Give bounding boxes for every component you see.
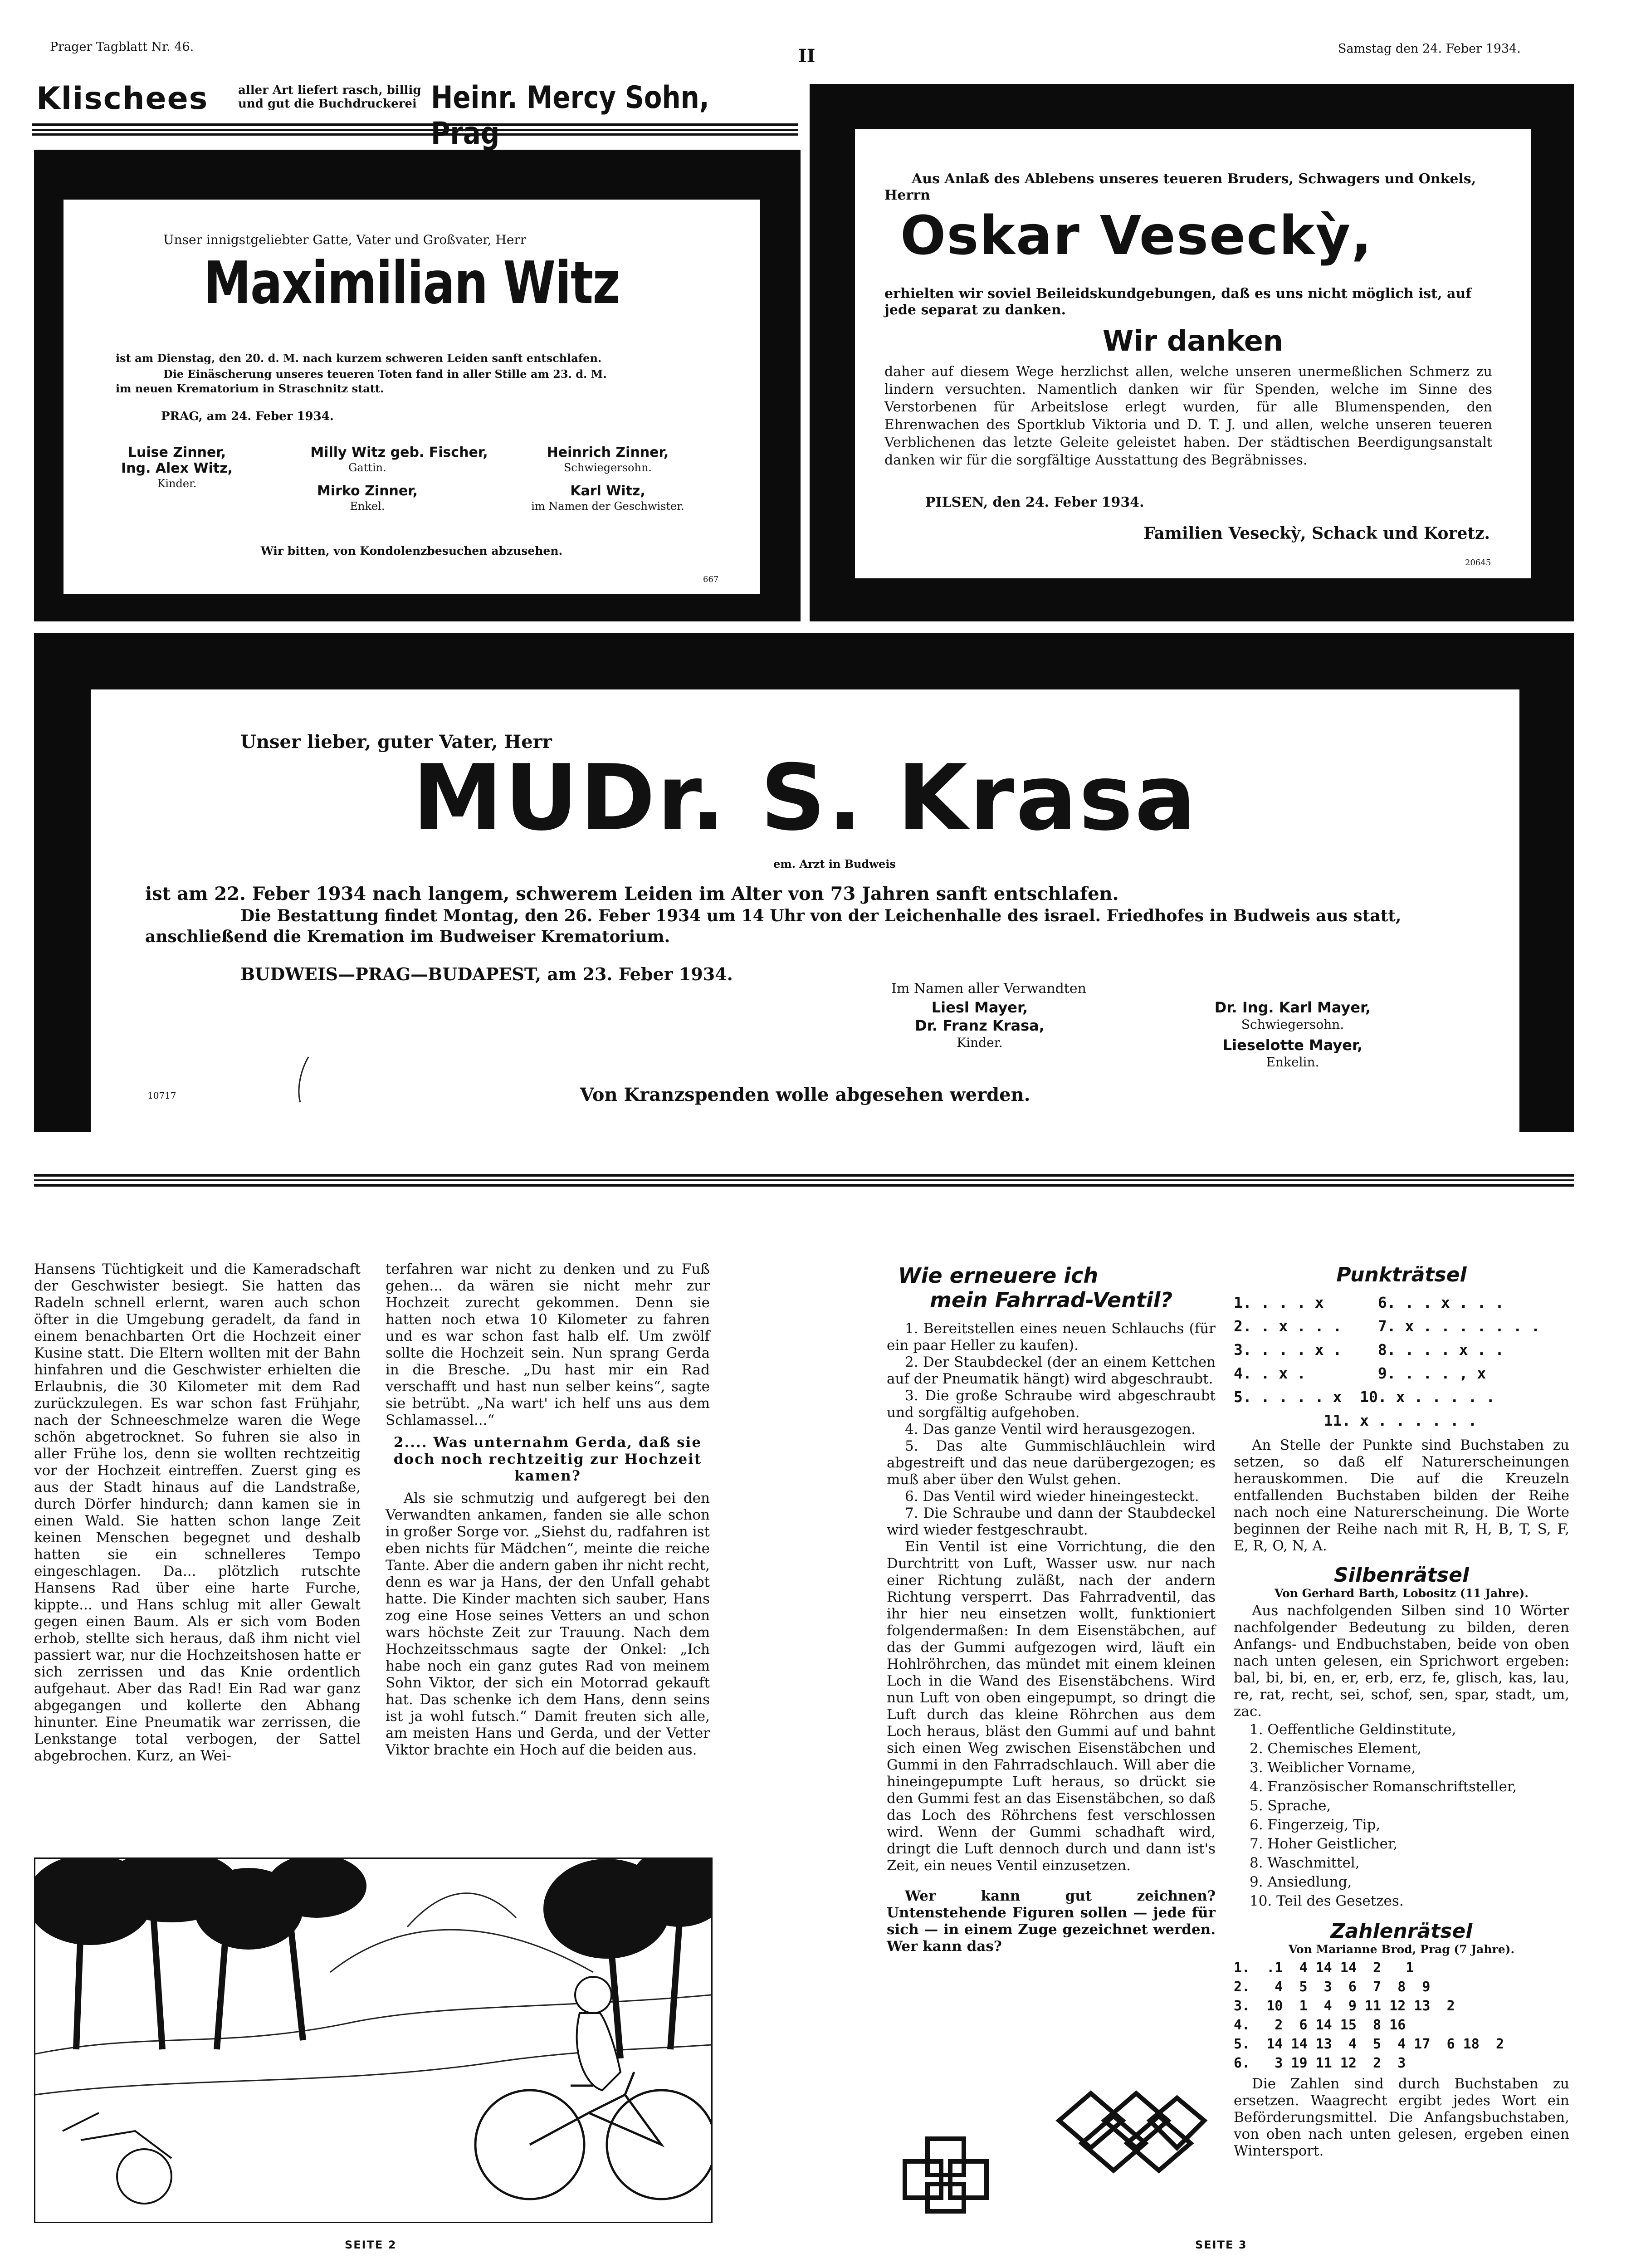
- zahlen-body: [1234, 2076, 1569, 2160]
- krasa-line-1: ist am 22. Feber 1934 nach langem, schwerem Leiden im Alter von 73 Jahren sanft entschlafen.: [145, 883, 1119, 904]
- story-column-2: [386, 1261, 710, 1759]
- krasa-left-name2: Dr. Franz Krasa,: [915, 1017, 1045, 1034]
- vesecky-place-date: PILSEN, den 24. Feber 1934.: [925, 494, 1144, 510]
- punkt-title: Punkträtsel: [1336, 1263, 1467, 1286]
- witz-col3-role2: im Namen der Geschwister.: [531, 500, 684, 513]
- silben-text: Aus nachfolgenden Silben sind 10 Wörter nachfolgender Bedeutung zu bilden, deren Anfangs- und Endbuchstaben, beide von oben nach unten gelesen, ein Sprichwort ergeben: bal, bi, bi, en, er, erb, erz, fe, glisch, kas, lau, re, rat, recht, sei, schof, sen, spar, stadt, um, zac.: [1234, 1603, 1569, 1720]
- section-rule-1: [34, 1174, 1574, 1177]
- witz-col1-role: Kinder.: [157, 477, 197, 490]
- zahlen-title: Zahlenrätsel: [1330, 1920, 1473, 1943]
- zahlen-row-1: 1. .1 4 14 14 2 1: [1234, 1960, 1414, 1976]
- witz-col1-name1: Luise Zinner,: [127, 445, 226, 460]
- krasa-left-role: Kinder.: [957, 1035, 1003, 1050]
- witz-col3-role1: Schwiegersohn.: [563, 461, 652, 474]
- ventil-step-7: 7. Die Schraube und dann der Staubdeckel wird wieder festgeschraubt.: [887, 1505, 1216, 1538]
- notice-vesecky: [855, 129, 1531, 578]
- ventil-title-2: mein Fahrrad-Ventil?: [930, 1288, 1173, 1312]
- zahlen-row-3: 3. 10 1 4 9 11 12 13 2: [1234, 1998, 1455, 2014]
- silben-item-4: 4. Französischer Romanschriftsteller,: [1250, 1779, 1517, 1795]
- krasa-line-2: Die Bestattung findet Montag, den 26. Feber 1934 um 14 Uhr von der Leichenhalle des israel. Friedhofes in Budweis aus statt,: [240, 906, 1402, 925]
- pen-stroke-mark: [295, 1055, 313, 1105]
- witz-col2-role1: Gattin.: [348, 461, 386, 474]
- ad-rule-3: [32, 133, 798, 136]
- section-rule-2: [34, 1179, 1574, 1181]
- zahlen-row-2: 2. 4 5 3 6 7 8 9: [1234, 1979, 1431, 1995]
- krasa-line-3: anschließend die Kremation im Budweiser Krematorium.: [145, 927, 670, 946]
- ventil-step-3: 3. Die große Schraube wird abgeschraubt und sorgfältig aufgehoben.: [887, 1388, 1216, 1421]
- silben-body: [1234, 1603, 1569, 1720]
- silben-item-5: 5. Sprache,: [1250, 1798, 1331, 1814]
- krasa-on-behalf: Im Namen aller Verwandten: [891, 981, 1086, 997]
- silben-item-6: 6. Fingerzeig, Tip,: [1250, 1817, 1381, 1833]
- vesecky-line-1: erhielten wir soviel Beileidskundgebungen, daß es uns nicht möglich ist, auf jede separat zu danken.: [884, 286, 1472, 318]
- running-head-page-number: II: [798, 45, 816, 67]
- vesecky-thanks: Wir danken: [1103, 324, 1283, 357]
- krasa-left-name1: Liesl Mayer,: [931, 999, 1028, 1016]
- section-rule-3: [34, 1184, 1574, 1187]
- silben-item-8: 8. Waschmittel,: [1250, 1855, 1360, 1871]
- punkt-row-1: 1. . . . x 6. . . x . . .: [1234, 1294, 1504, 1311]
- ventil-step-2: 2. Der Staubdeckel (der an einem Kettchen auf der Pneumatik hängt) wird abgeschraubt.: [887, 1354, 1216, 1387]
- cyclist-drawing: [35, 1859, 711, 2222]
- krasa-name: MUDr. S. Krasa: [412, 745, 1198, 851]
- story-col1-text: Hansens Tüchtigkeit und die Kameradschaft der Geschwister besiegt. Sie hatten das Radeln schnell erlernt, waren auch schon öfter in die Umgebung geradelt, da fand in einem benachbarten Ort die Hochzeit einer Kusine statt. Die Eltern wollten mit der Bahn hinfahren und die Geschwister erhielten die Erlaubnis, die 30 Kilometer mit dem Rad zurückzulegen. Es war schon fast Frühjahr, nach der Schneeschmelze waren die Wege schön abgetrocknet. So fuhren sie also in aller Frühe los, denn sie wollten rechtzeitig vor der Hochzeit eintreffen. Zuerst ging es aus der Stadt hinaus auf die Landstraße, durch Dörfer hindurch; dann kamen sie in einen Wald. Sie hatten schon lange Zeit keinen Menschen begegnet und deshalb hatten sie ein schnelleres Tempo eingeschlagen. Da... plötzlich rutschte Hansens Rad über eine harte Furche, kippte... und Hans schlug mit aller Gewalt gegen einen Baum. Als er sich vom Boden erhob, stellte sich heraus, daß ihm nicht viel passiert war, nur die Hochzeitshosen hatte er sich zerrissen und das Knie ordentlich aufgehaut. Aber das Rad! Ein Rad war ganz abgegangen und kollerte den Abhang hinunter. Eine Pneumatik war zerrissen, die Lenkstange total verbogen, der Sattel abgebrochen. Kurz, an Wei-: [34, 1261, 361, 1764]
- drawing-puzzle-figures: [896, 2084, 1213, 2220]
- punkt-text: An Stelle der Punkte sind Buchstaben zu setzen, so daß elf Naturerscheinungen herauskommen. Die auf die Kreuzeln entfallenden Buchstaben bilden der Reihe nach noch eine Naturerscheinung. Die Worte beginnen der Reihe nach mit R, H, B, T, S, F, E, R, O, N, A.: [1234, 1437, 1569, 1554]
- witz-line-3: im neuen Krematorium in Straschnitz statt.: [116, 382, 384, 395]
- witz-col3-name2: Karl Witz,: [570, 483, 645, 499]
- krasa-right-role1: Schwiegersohn.: [1241, 1017, 1344, 1032]
- story-question: 2.... Was unternahm Gerda, daß sie doch noch rechtzeitig zur Hochzeit kamen?: [393, 1434, 702, 1484]
- silben-item-7: 7. Hoher Geistlicher,: [1250, 1836, 1398, 1852]
- silben-author: Von Gerhard Barth, Lobositz (11 Jahre).: [1274, 1587, 1529, 1600]
- running-head-left: Prager Tagblatt Nr. 46.: [50, 40, 194, 54]
- ventil-steps: [887, 1320, 1216, 1955]
- krasa-right-role2: Enkelin.: [1266, 1055, 1319, 1070]
- zahlen-author: Von Marianne Brod, Prag (7 Jahre).: [1288, 1943, 1515, 1956]
- page-footer-left: SEITE 2: [345, 2239, 397, 2251]
- ad-small-line-1: aller Art liefert rasch, billig: [238, 83, 421, 97]
- witz-footer: Wir bitten, von Kondolenzbesuchen abzusehen.: [260, 544, 563, 557]
- witz-line-1: ist am Dienstag, den 20. d. M. nach kurzem schweren Leiden sanft entschlafen.: [116, 352, 602, 365]
- bicycle-illustration: [34, 1857, 713, 2223]
- vesecky-intro: Aus Anlaß des Ablebens unseres teueren Bruders, Schwagers und Onkels, Herrn: [884, 171, 1476, 203]
- witz-name: Maximilian Witz: [204, 249, 620, 317]
- ad-company: Heinr. Mercy Sohn,: [431, 80, 709, 116]
- running-head-right: Samstag den 24. Feber 1934.: [1338, 42, 1521, 56]
- witz-place-date: PRAG, am 24. Feber 1934.: [161, 410, 334, 423]
- page-footer-right: SEITE 3: [1195, 2239, 1247, 2251]
- witz-col1-name2: Ing. Alex Witz,: [121, 460, 233, 476]
- ventil-step-1: 1. Bereitstellen eines neuen Schlauchs (für ein paar Heller zu kaufen).: [887, 1320, 1216, 1354]
- krasa-right-name2: Lieselotte Mayer,: [1222, 1036, 1363, 1054]
- ad-small-line-2: und gut die Buchdruckerei: [238, 97, 417, 111]
- ad-rule-2: [32, 129, 798, 131]
- silben-title: Silbenrätsel: [1333, 1564, 1470, 1587]
- silben-item-10: 10. Teil des Gesetzes.: [1250, 1893, 1404, 1909]
- ventil-title-1: Wie erneuere ich: [898, 1263, 1099, 1288]
- punkt-raetsel: [1234, 1263, 1569, 2160]
- zahlen-row-5: 5. 14 14 13 4 5 4 17 6 18 2: [1234, 2036, 1504, 2052]
- punkt-row-3: 3. . . . x . 8. . . . x . .: [1234, 1341, 1504, 1359]
- ad-rule-1: [32, 123, 798, 126]
- krasa-footer: Von Kranzspenden wolle abgesehen werden.: [580, 1084, 1030, 1105]
- ad-brand: Klischees: [36, 81, 209, 117]
- vesecky-name: Oskar Veseckỳ,: [900, 204, 1373, 267]
- silben-item-1: 1. Oeffentliche Geldinstitute,: [1250, 1721, 1456, 1738]
- punkt-row-6: 11. x . . . . . .: [1234, 1412, 1477, 1429]
- ventil-step-6: 6. Das Ventil wird wieder hineingesteckt.: [905, 1488, 1199, 1505]
- vesecky-families: Familien Veseckỳ, Schack und Koretz.: [1143, 524, 1490, 543]
- silben-item-3: 3. Weiblicher Vorname,: [1250, 1760, 1416, 1776]
- silben-item-2: 2. Chemisches Element,: [1250, 1740, 1422, 1757]
- notice-witz: [63, 200, 760, 594]
- krasa-intro: Unser lieber, guter Vater, Herr: [240, 731, 552, 753]
- zahlen-text: Die Zahlen sind durch Buchstaben zu ersetzen. Waagrecht ergibt jedes Wort ein Beförderungsmittel. Die Anfangsbuchstaben, von oben nach unten gelesen, ergeben einen Wintersport.: [1234, 2076, 1569, 2159]
- ventil-step-5: 5. Das alte Gummischläuchlein wird abgestreift und das neue darübergezogen; es muß aber über den Wulst gehen.: [887, 1438, 1216, 1488]
- punkt-instructions: [1234, 1437, 1569, 1554]
- ventil-explanation: Ein Ventil ist eine Vorrichtung, die den Durchtritt von Luft, Wasser usw. nur nach einer Richtung zuläßt, nach der andern Richtung versperrt. Das Fahrradventil, das ihr hier neu einsetzen wollt, funktioniert folgendermaßen: In dem Eisenstäbchen, auf das der Gummi aufgezogen wird, läuft ein Hohlröhrchen, das mündet mit einem kleinen Loch in die Wand des Eisenstäbchens. Wird nun Luft von oben eingepumpt, so dringt die Luft durch das kleine Röhrchen aus dem Loch heraus, bläst den Gummi auf und bahnt sich einen Weg zwischen Eisenstäbchen und Gummi in den Fahrradschlauch. Will aber die hineingepumpte Luft heraus, so drückt sie den Gummi fest an das Eisenstäbchen, so daß das Loch des Röhrchens fest verschlossen wird. Wenn der Gummi schadhaft wird, dringt die Luft dennoch durch und dann ist's Zeit, ein neues Ventil einzusetzen.: [887, 1539, 1216, 1874]
- silben-item-9: 9. Ansiedlung,: [1250, 1874, 1352, 1890]
- punkt-row-5: 5. . . . . x 10. x . . . . .: [1234, 1388, 1495, 1406]
- witz-code: 667: [703, 575, 719, 584]
- story-col2a-text: terfahren war nicht zu denken und zu Fuß gehen... da wären sie nicht mehr zur Hochzeit zurecht gekommen. Denn sie hatten noch etwa 10 Kilometer zu fahren und es war schon fast halb elf. Um zwölf sollte die Hochzeit sein. Nun sprang Gerda in die Bresche. „Du hast mir ein Rad verschafft und hast nun selber keins“, sagte sie betrübt. „Na wart' ich helf uns aus dem Schlamassel...“: [386, 1261, 710, 1428]
- zahlen-row-6: 6. 3 19 11 12 2 3: [1234, 2055, 1406, 2071]
- ventil-column: [887, 1263, 1216, 1955]
- story-col2b-text: Als sie schmutzig und aufgeregt bei den Verwandten ankamen, fanden sie alle schon in großer Sorge vor. „Siehst du, radfahren ist eben nichts für Mädchen“, meinte die reiche Tante. Aber die andern gaben ihr nicht recht, denn es war ja Hans, der den Unfall gehabt hatte. Die Kinder machten sich sauber, Hans zog eine Hose seines Vetters an und schon wars höchste Zeit zur Trauung. Nach dem Hochzeitsschmaus sagte der Onkel: „Ich habe noch ein ganz gutes Rad von meinem Sohn Viktor, der sich ein Motorrad gekauft hat. Das schenke ich dem Hans, denn seins ist ja wohl futsch.“ Damit freuten sich alle, am meisten Hans und Gerda, und der Vetter Viktor brachte ein Hoch auf die beiden aus.: [386, 1490, 710, 1758]
- punkt-row-2: 2. . x . . . 7. x . . . . . . .: [1234, 1317, 1540, 1335]
- krasa-subtitle: em. Arzt in Budweis: [773, 857, 896, 870]
- punkt-row-4: 4. . x . 9. . . . , x: [1234, 1364, 1486, 1382]
- silben-list: [1234, 1720, 1569, 1911]
- krasa-place-date: BUDWEIS—PRAG—BUDAPEST, am 23. Feber 1934.: [240, 964, 733, 984]
- story-column-1: [34, 1261, 361, 1765]
- witz-col2-role2: Enkel.: [350, 500, 385, 513]
- zahlen-row-4: 4. 2 6 14 15 8 16: [1234, 2017, 1406, 2033]
- vesecky-body: daher auf diesem Wege herzlichst allen, welche unseren unermeßlichen Schmerz zu lindern versuchten. Namentlich danken wir für Spenden, welche im Sinne des Verstorbenen für Arbeitslose erlegt wurden, für alle Blumenspenden, den Ehrenwachen des Sportklub Viktoria und D. T. J. und allen, welche unseren teueren Verblichenen das letzte Geleite geleistet haben. Der städtischen Beerdigungsanstalt danken wir für die sorgfältige Ausstattung des Begräbnisses.: [884, 364, 1492, 468]
- ventil-step-4: 4. Das ganze Ventil wird herausgezogen.: [905, 1421, 1196, 1437]
- krasa-code: 10717: [147, 1090, 176, 1101]
- witz-line-2: Die Einäscherung unseres teueren Toten fand in aller Stille am 23. d. M.: [163, 367, 607, 381]
- vesecky-code: 20645: [1465, 558, 1491, 567]
- krasa-right-name1: Dr. Ing. Karl Mayer,: [1214, 999, 1371, 1016]
- witz-col2-name1: Milly Witz geb. Fischer,: [310, 445, 488, 460]
- notice-krasa: [91, 689, 1519, 1132]
- witz-intro: Unser innigstgeliebter Gatte, Vater und Großvater, Herr: [163, 232, 527, 247]
- witz-col2-name2: Mirko Zinner,: [317, 483, 418, 499]
- witz-col3-name1: Heinrich Zinner,: [547, 445, 669, 460]
- drawing-puzzle-text: Wer kann gut zeichnen? Untenstehende Figuren sollen — jede für sich — in einem Zuge gezeichnet werden. Wer kann das?: [887, 1888, 1216, 1955]
